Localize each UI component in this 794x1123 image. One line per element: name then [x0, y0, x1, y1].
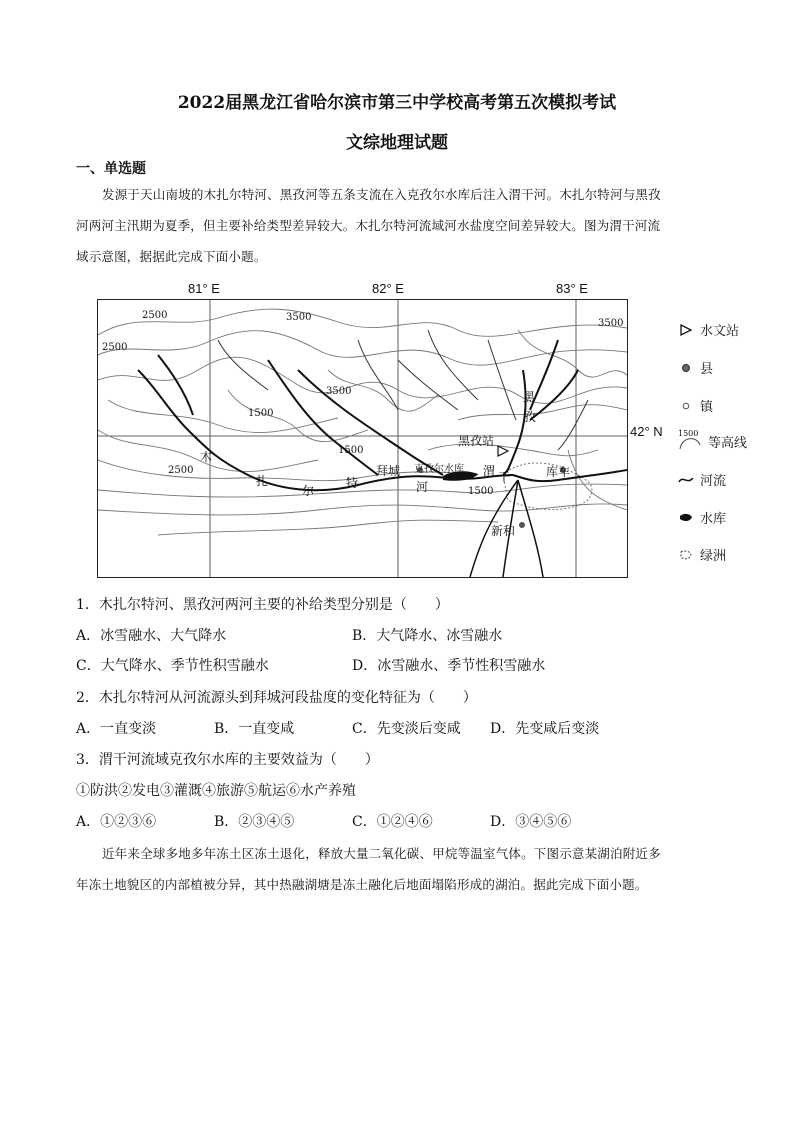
heizi-river-label: 孜	[524, 410, 537, 424]
weigan-label: 干	[498, 470, 511, 484]
intro-paragraph-2	[76, 838, 722, 900]
question-2-stem: 2．木扎尔特河从河流源头到拜城河段盐度的变化特征为（ ）	[76, 690, 477, 706]
page-subtitle: 文综地理试题	[346, 133, 448, 153]
hydro-station-marker	[498, 446, 508, 456]
xinhe-county-marker	[519, 522, 525, 528]
lat-label-42: 42° N	[630, 424, 663, 439]
intro-line: 发源于天山南坡的木扎尔特河、黑孜河等五条支流在入克孜尔水库后注入渭干河。木扎尔特河与黑孜	[102, 187, 661, 202]
legend-label: 县	[700, 362, 714, 377]
q3-option-b: B．②③④⑤	[214, 814, 295, 830]
intro-line: 河两河主汛期为夏季，但主要补给类型差异较大。木扎尔特河流域河水盐度空间差异较大。图为渭干河流	[76, 218, 661, 233]
q1-option-c: C．大气降水、季节性积雪融水	[76, 658, 269, 674]
contour-label: 2500	[142, 310, 168, 321]
muzart-label: 特	[346, 476, 359, 490]
reservoir-icon	[678, 511, 694, 525]
muzart-label: 尔	[302, 484, 315, 498]
legend-label: 河流	[700, 474, 727, 489]
river-icon	[678, 473, 694, 487]
page-title: 2022届黑龙江省哈尔滨市第三中学校高考第五次模拟考试	[177, 93, 617, 113]
legend-hydro-station	[678, 320, 739, 339]
lon-label-82: 82° E	[372, 281, 404, 296]
q3-option-d: D．③④⑤⑥	[490, 814, 572, 830]
river-char-label: 河	[416, 480, 429, 494]
contour-icon: 1500	[678, 435, 702, 449]
river-basin-map	[97, 299, 628, 578]
contour-label: 1500	[248, 408, 274, 419]
kizil-reservoir-label: 克孜尔水库	[414, 464, 464, 475]
muzart-label: 扎	[256, 474, 269, 488]
q1-option-a: A．冰雪融水、大气降水	[76, 628, 227, 644]
legend-label: 镇	[700, 400, 714, 415]
intro-line: 近年来全球多地多年冻土区冻土退化，释放大量二氧化碳、甲烷等温室气体。下图示意某湖泊附近多	[102, 846, 661, 861]
q2-option-c: C．先变淡后变咸	[352, 721, 461, 737]
intro-line: 域示意图，据据此完成下面小题。	[76, 249, 267, 264]
legend-label: 等高线	[708, 436, 748, 451]
muzart-label: 木	[200, 450, 213, 464]
legend-oasis	[678, 545, 726, 564]
legend-reservoir	[678, 508, 726, 527]
legend-river	[678, 470, 726, 489]
weigan-label: 渭	[483, 464, 496, 478]
map-drawing	[98, 300, 627, 577]
contour-label: 2500	[168, 465, 194, 476]
town-icon	[678, 399, 694, 413]
contour-label: 1500	[338, 445, 364, 456]
hydro-station-icon	[678, 323, 694, 337]
q2-option-b: B．一直变咸	[214, 721, 295, 737]
q3-option-a: A．①②③⑥	[76, 814, 157, 830]
q3-option-c: C．①②④⑥	[352, 814, 433, 830]
lon-label-83: 83° E	[556, 281, 588, 296]
legend-label: 水库	[700, 512, 727, 527]
heizi-river	[503, 370, 526, 475]
legend-county	[678, 358, 713, 377]
heizi-station-label: 黑孜站	[458, 434, 495, 448]
question-3-stem: 3．渭干河流域克孜尔水库的主要效益为（ ）	[76, 752, 379, 768]
q1-option-d: D．冰雪融水、季节性积雪融水	[352, 658, 546, 674]
question-3-items: ①防洪②发电③灌溉④旅游⑤航运⑥水产养殖	[76, 783, 356, 799]
lon-label-81: 81° E	[188, 281, 220, 296]
legend-label: 水文站	[700, 324, 740, 339]
contour-label: 3500	[598, 318, 624, 329]
intro-paragraph-1	[76, 179, 722, 272]
county-icon	[678, 361, 694, 375]
baicheng-label: 拜城	[376, 464, 401, 478]
contour-label: 3500	[326, 386, 352, 397]
legend-town	[678, 396, 713, 415]
q1-option-b: B．大气降水、冰雪融水	[352, 628, 503, 644]
heizi-river-label: 黑	[523, 390, 536, 404]
contour-label: 3500	[286, 312, 312, 323]
q2-option-a: A．一直变淡	[76, 721, 157, 737]
distributary-2	[518, 480, 543, 577]
question-1-stem: 1．木扎尔特河、黑孜河两河主要的补给类型分别是（ ）	[76, 597, 449, 613]
xinhe-label: 新和	[491, 524, 516, 538]
oasis-icon	[678, 548, 694, 562]
legend-contour	[678, 428, 748, 451]
section-heading: 一、单选题	[76, 161, 146, 177]
intro-line: 年冻土地貌区的内部植被分异，其中热融湖塘是冻土融化后地面塌陷形成的湖泊。据此完成下面小题。	[76, 877, 648, 892]
q2-option-d: D．先变咸后变淡	[490, 721, 600, 737]
kuche-label: 库车	[546, 465, 571, 479]
contour-label: 2500	[102, 342, 128, 353]
contour-label: 1500	[468, 486, 494, 497]
legend-label: 绿洲	[700, 549, 727, 564]
